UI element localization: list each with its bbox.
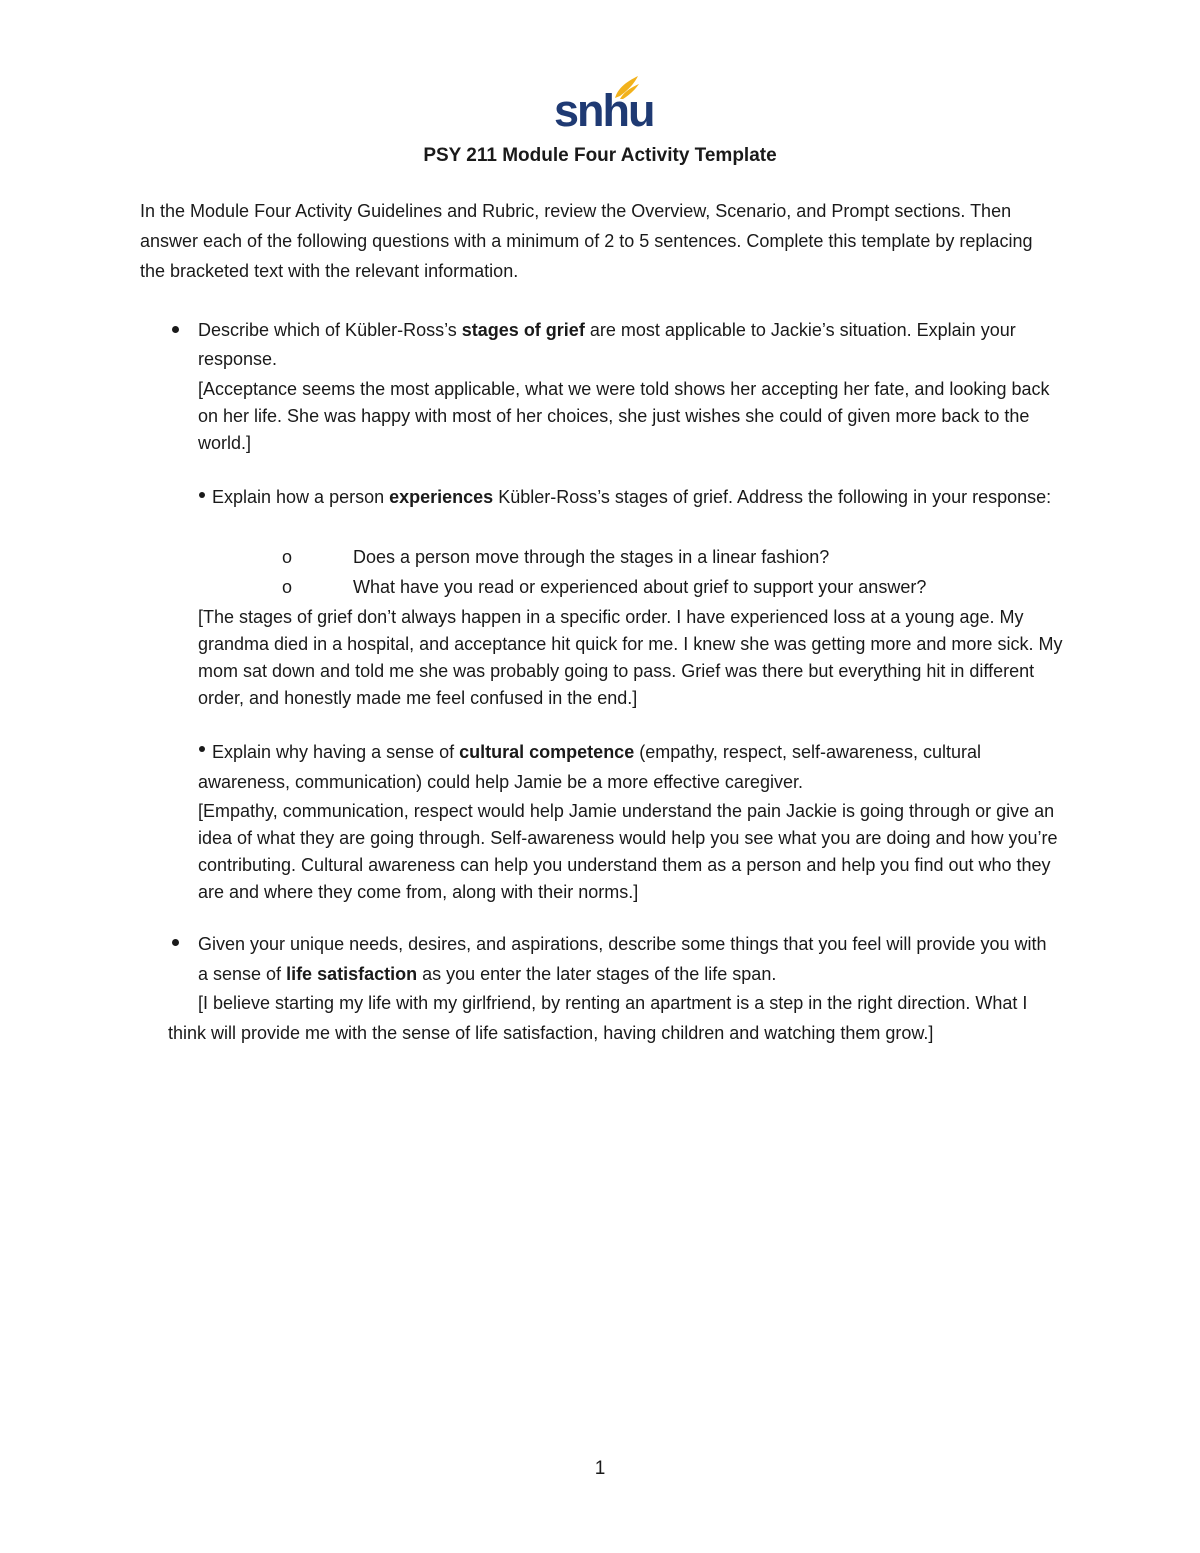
sub-bullet-marker: o: [282, 577, 293, 597]
question-4-text: Given your unique needs, desires, and aspirations, describe some things that you feel will provide you with a sense of: [198, 934, 1047, 984]
snhu-logo: [554, 74, 654, 136]
logo-wordmark: snhu: [554, 85, 654, 136]
answer-1: [Acceptance seems the most applicable, what we were told shows her accepting her fate, and looking back on her life. She was happy with most of her choices, she just wishes she could of given more back to the world.]: [198, 379, 1050, 453]
question-3-text-end: (empathy, respect, self-awareness, cultural awareness, communication) could help Jamie be a more effective caregiver.: [198, 742, 982, 792]
question-1: [198, 316, 1058, 374]
page-title: PSY 211 Module Four Activity Template: [423, 145, 777, 166]
intro-paragraph: In the Module Four Activity Guidelines and Rubric, review the Overview, Scenario, and Prompt sections. Then answer each of the following questions with a minimum of 2 to 5 sentences. Complete this template by replacing the bracketed text with the relevant information.: [140, 201, 1033, 281]
question-4: [198, 929, 1058, 989]
answer-2: [The stages of grief don’t always happen in a specific order. I have experienced loss at a young age. My grandma died in a hospital, and acceptance hit quick for me. I knew she was getting more and more sick. My mom sat down and told me she was probably going to pass. Grief was there but everything hit in different order, and honestly made me feel confused in the end.]: [198, 607, 1063, 708]
question-1-keyword: stages of grief: [461, 320, 585, 340]
sub-item: Does a person move through the stages in a linear fashion?: [353, 547, 830, 567]
bullet-icon: [172, 939, 179, 946]
question-1-text: Describe which of Kübler-Ross’s: [198, 320, 462, 340]
answer-3: [Empathy, communication, respect would help Jamie understand the pain Jackie is going through or give an idea of what they are going through. Self-awareness would help you see what you are doing and how you’re contributing. Cultural awareness can help you understand them as a person and help you find out who they are and where they come from, along with their norms.]: [198, 801, 1058, 902]
question-4-keyword: life satisfaction: [286, 964, 418, 984]
question-1-text-end: are most applicable to Jackie’s situation. Explain your response.: [198, 320, 1016, 369]
question-2-text: Explain how a person: [212, 487, 390, 507]
question-4-text-end: as you enter the later stages of the life span.: [417, 964, 777, 984]
bullet-icon: [172, 326, 179, 333]
question-2: [198, 482, 1058, 512]
answer-4: [I believe starting my life with my girlfriend, by renting an apartment is a step in the right direction. What I think will provide me with the sense of life satisfaction, having children and watching them grow.]: [168, 993, 1028, 1043]
page-number: 1: [594, 1458, 606, 1479]
question-2-keyword: experiences: [389, 487, 494, 507]
question-3: [198, 737, 1058, 797]
question-3-text: Explain why having a sense of: [212, 742, 460, 762]
question-3-keyword: cultural competence: [459, 742, 635, 762]
sub-bullet-marker: o: [282, 547, 293, 567]
sub-item: What have you read or experienced about grief to support your answer?: [353, 577, 927, 597]
question-2-text-end: Kübler-Ross’s stages of grief. Address the following in your response:: [493, 487, 1052, 507]
